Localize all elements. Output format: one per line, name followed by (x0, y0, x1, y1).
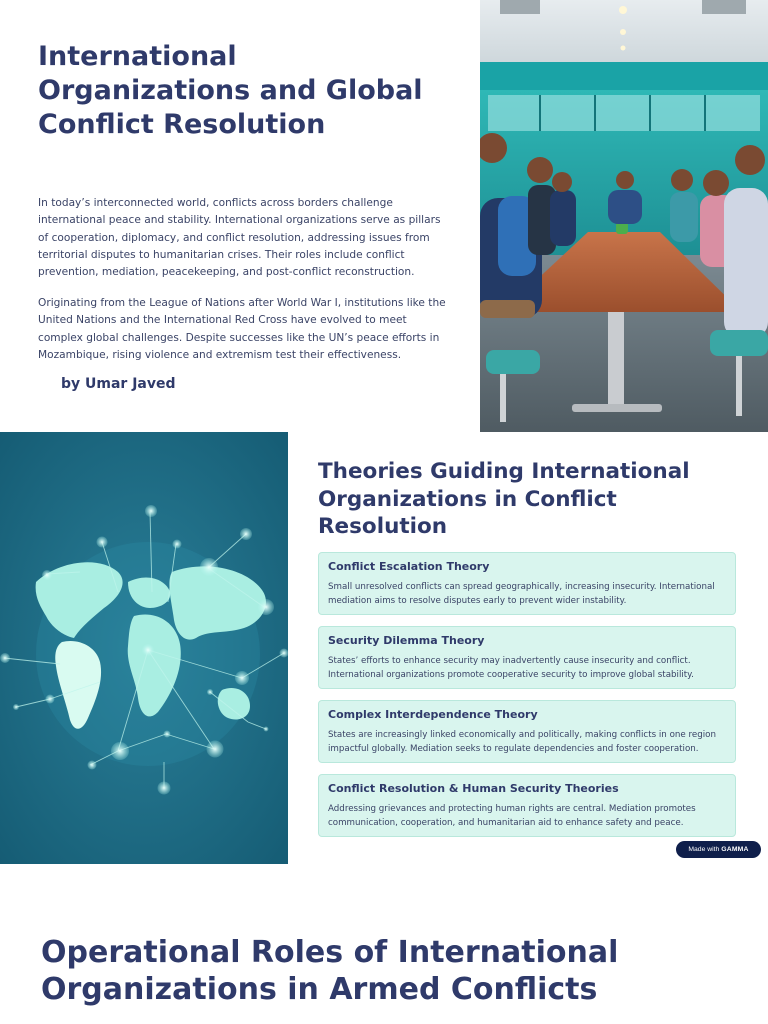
theory-card (318, 774, 736, 837)
theory-card-title: Security Dilemma Theory (328, 634, 485, 647)
slide-title: International Organizations and Global Conflict Resolution (38, 41, 423, 140)
badge-prefix: Made with (688, 846, 720, 853)
theory-card-text: States’ efforts to enhance security may inadvertently cause insecurity and conflict. International organizations promote cooperative security to improve global stability. (328, 656, 694, 681)
slide-title: Theories Guiding International Organizations in Conflict Resolution (318, 459, 690, 539)
slide-title: Operational Roles of International Organizations in Armed Conflicts (41, 935, 619, 1007)
network-globe-illustration (0, 432, 288, 864)
author-byline: by Umar Javed (61, 376, 176, 392)
theory-card (318, 552, 736, 615)
intro-paragraph-1: In today’s interconnected world, conflicts across borders challenge international peace and stability. International organizations serve as pillars of cooperation, diplomacy, and conflict resolution, addressing issues from territorial disputes to humanitarian crises. Their roles include conflict prevention, mediation, peacekeeping, and post-conflict reconstruction. (38, 197, 441, 279)
theory-card (318, 626, 736, 689)
theory-card (318, 700, 736, 763)
meeting-room-photo (480, 0, 768, 432)
intro-paragraph-2: Originating from the League of Nations after World War I, institutions like the United Nations and the International Red Cross have evolved to meet complex global challenges. Despite successes like the UN’s peace efforts in Mozambique, rising violence and extremism test their effectiveness. (38, 297, 446, 361)
theory-card-title: Conflict Resolution & Human Security Theories (328, 782, 619, 795)
badge-brand: GAMMA (721, 846, 749, 853)
made-with-gamma-badge[interactable] (676, 841, 761, 858)
slide-operational-roles (0, 864, 768, 1024)
theory-card-text: Addressing grievances and protecting human rights are central. Mediation promotes communication, cooperation, and humanitarian aid to enhance safety and peace. (328, 804, 696, 829)
theory-card-title: Complex Interdependence Theory (328, 708, 538, 721)
theory-card-text: States are increasingly linked economically and politically, making conflicts in one region impactful globally. Mediation seeks to regulate dependencies and foster cooperation. (328, 730, 716, 755)
theory-card-text: Small unresolved conflicts can spread geographically, increasing insecurity. International mediation aims to resolve disputes early to prevent wider instability. (328, 582, 715, 607)
slide-theories (0, 432, 768, 864)
theory-card-title: Conflict Escalation Theory (328, 560, 490, 573)
slide-intro (0, 0, 768, 432)
